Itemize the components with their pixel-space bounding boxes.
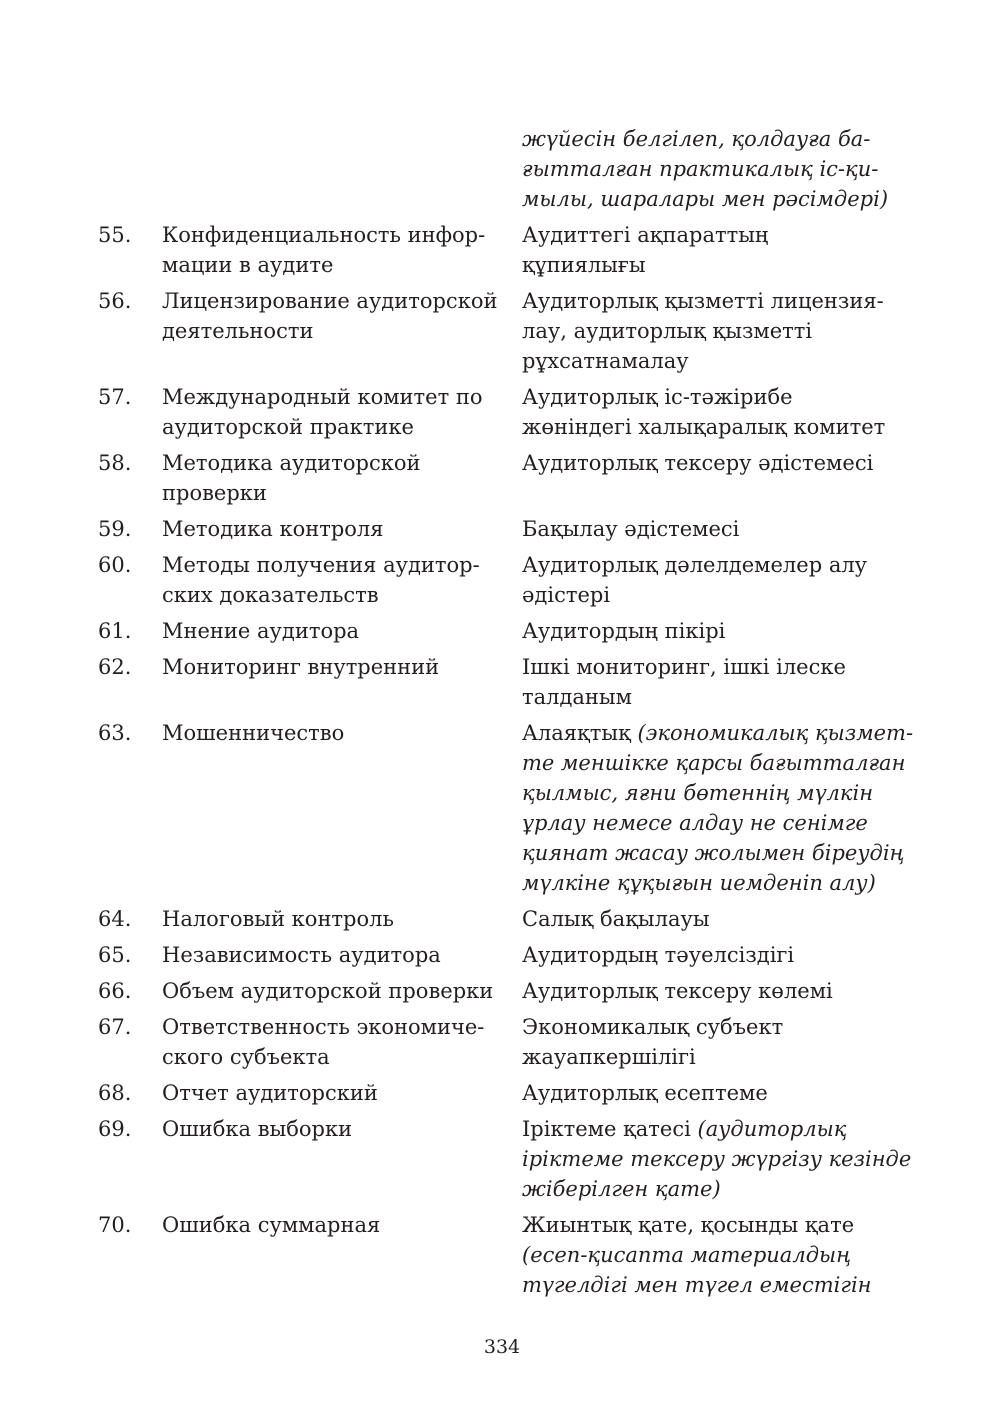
kazakh-line (522, 286, 907, 316)
russian-term (162, 904, 522, 934)
kazakh-term-text: Аудитордың тәуелсіздігі (522, 943, 795, 967)
kazakh-explanation-text: те меншікке қарсы бағытталған (522, 751, 906, 775)
kazakh-explanation-text: жіберілген қате) (522, 1177, 721, 1201)
kazakh-explanation-text: жүйесін белгілеп, қолдауға ба- (522, 127, 871, 151)
russian-term (162, 448, 522, 508)
russian-term (162, 1078, 522, 1108)
glossary-entry (98, 718, 928, 898)
kazakh-line (522, 154, 907, 184)
glossary-entry (98, 550, 928, 610)
entry-number: 66. (98, 979, 132, 1003)
entry-number: 61. (98, 619, 132, 643)
kazakh-term-text: жөніндегі халықаралық комитет (522, 415, 886, 439)
kazakh-explanation-text: іріктеме тексеру жүргізу кезінде (522, 1147, 912, 1171)
kazakh-translation (522, 1210, 907, 1300)
entry-number: 55. (98, 223, 132, 247)
kazakh-line (522, 838, 907, 868)
kazakh-translation (522, 904, 907, 934)
kazakh-translation (522, 382, 907, 442)
continuation-row (98, 124, 928, 214)
russian-line: Конфиденциальность инфор- (162, 223, 486, 247)
kazakh-explanation-text: ғытталған практикалық іс-қи- (522, 157, 879, 181)
russian-line: Мнение аудитора (162, 619, 360, 643)
glossary-entry (98, 904, 928, 934)
russian-line: Объем аудиторской проверки (162, 979, 494, 1003)
russian-term (162, 940, 522, 970)
russian-line: Отчет аудиторский (162, 1081, 378, 1105)
kazakh-translation (522, 1078, 907, 1108)
russian-term (162, 718, 522, 748)
kazakh-term-text: Экономикалық субъект (522, 1015, 784, 1039)
kazakh-line (522, 580, 907, 610)
russian-term (162, 652, 522, 682)
kazakh-term-text: Алаяқтық (522, 721, 638, 745)
russian-term (162, 286, 522, 346)
glossary-entry (98, 220, 928, 280)
kazakh-explanation-text: (экономикалық қызмет- (637, 721, 914, 745)
kazakh-explanation-text: мылы, шаралары мен рәсімдері) (522, 187, 889, 211)
entry-number: 65. (98, 943, 132, 967)
russian-term (162, 220, 522, 280)
kazakh-line (522, 1174, 907, 1204)
kazakh-line (522, 124, 907, 154)
russian-term (162, 382, 522, 442)
kazakh-line (522, 382, 907, 412)
glossary-entry (98, 448, 928, 508)
kazakh-explanation-text: (аудиторлық (697, 1117, 847, 1141)
kazakh-translation (522, 718, 914, 898)
russian-line: Методика аудиторской (162, 451, 421, 475)
kazakh-line (522, 1114, 907, 1144)
kazakh-line (522, 1012, 907, 1042)
russian-line: Международный комитет по (162, 385, 483, 409)
kazakh-term-text: рұхсатнамалау (522, 349, 689, 373)
russian-line: Налоговый контроль (162, 907, 394, 931)
glossary-entry (98, 514, 928, 544)
russian-term (162, 550, 522, 610)
entry-number: 70. (98, 1213, 132, 1237)
kazakh-term-text: құпиялығы (522, 253, 646, 277)
kazakh-line (522, 220, 907, 250)
russian-term (162, 616, 522, 646)
kazakh-line (522, 652, 907, 682)
kazakh-explanation-text: қылмыс, яғни бөтеннің мүлкін (522, 781, 874, 805)
kazakh-explanation-text: түгелдігі мен түгел еместігін (522, 1273, 872, 1297)
glossary-entry (98, 286, 928, 376)
russian-line: мации в аудите (162, 253, 334, 277)
russian-line: ского субъекта (162, 1045, 330, 1069)
entry-number: 67. (98, 1015, 132, 1039)
russian-line: деятельности (162, 319, 314, 343)
entry-number: 57. (98, 385, 132, 409)
kazakh-term-text: Аудиторлық тексеру әдістемесі (522, 451, 874, 475)
kazakh-line (522, 940, 907, 970)
kazakh-term-text: талданым (522, 685, 632, 709)
kazakh-line (522, 868, 907, 898)
entry-number: 64. (98, 907, 132, 931)
kazakh-translation (522, 448, 907, 478)
kazakh-line (522, 616, 907, 646)
kazakh-line (522, 682, 907, 712)
kazakh-explanation-text: мүлкіне құқығын иемденіп алу) (522, 871, 876, 895)
russian-line: Лицензирование аудиторской (162, 289, 498, 313)
kazakh-line (522, 718, 914, 748)
kazakh-translation (522, 976, 907, 1006)
glossary-entry (98, 940, 928, 970)
kazakh-term-text: Аудиттегі ақпараттың (522, 223, 769, 247)
russian-line: Мошенничество (162, 721, 345, 745)
kazakh-line (522, 1144, 912, 1174)
kazakh-line (522, 1210, 907, 1240)
entry-number: 58. (98, 451, 132, 475)
russian-term (162, 976, 522, 1006)
kazakh-line (522, 316, 907, 346)
russian-line: аудиторской практике (162, 415, 414, 439)
russian-term (162, 1012, 522, 1072)
kazakh-term-text: жауапкершілігі (522, 1045, 696, 1069)
kazakh-line (522, 346, 907, 376)
russian-line: Ошибка выборки (162, 1117, 353, 1141)
russian-line: проверки (162, 481, 267, 505)
kazakh-line (522, 448, 907, 478)
glossary-entry (98, 976, 928, 1006)
glossary-table (98, 124, 928, 1306)
entries-list (98, 220, 928, 1300)
russian-line: ских доказательств (162, 583, 379, 607)
glossary-entry (98, 652, 928, 712)
russian-term (162, 514, 522, 544)
kazakh-translation (522, 550, 907, 610)
entry-number: 63. (98, 721, 132, 745)
kazakh-explanation-text: қиянат жасау жолымен біреудің (522, 841, 905, 865)
entry-number: 59. (98, 517, 132, 541)
russian-line: Методы получения аудитор- (162, 553, 480, 577)
kazakh-line (522, 550, 907, 580)
kazakh-line (522, 1240, 907, 1270)
kazakh-line (522, 748, 907, 778)
kazakh-term-text: Жиынтық қате, қосынды қате (522, 1213, 855, 1237)
kazakh-line (522, 1078, 907, 1108)
kazakh-line (522, 1042, 907, 1072)
kazakh-term-text: әдістері (522, 583, 611, 607)
kazakh-translation (522, 514, 907, 544)
entry-number: 56. (98, 289, 132, 313)
kazakh-line (522, 976, 907, 1006)
kazakh-translation (522, 220, 907, 280)
page-number: 334 (483, 1336, 521, 1358)
kazakh-term-text: Ішкі мониторинг, ішкі ілеске (522, 655, 846, 679)
kazakh-line (522, 412, 907, 442)
glossary-entry (98, 1078, 928, 1108)
entry-number: 62. (98, 655, 132, 679)
kazakh-translation (522, 940, 907, 970)
entry-number: 68. (98, 1081, 132, 1105)
glossary-entry (98, 382, 928, 442)
kazakh-translation (522, 616, 907, 646)
kazakh-translation (522, 1012, 907, 1072)
glossary-entry (98, 1210, 928, 1300)
russian-line: Методика контроля (162, 517, 384, 541)
kazakh-line (522, 778, 907, 808)
kazakh-term-text: Бақылау әдістемесі (522, 517, 740, 541)
kazakh-translation (522, 124, 907, 214)
entry-number: 69. (98, 1117, 132, 1141)
kazakh-term-text: Іріктеме қатесі (522, 1117, 698, 1141)
kazakh-line (522, 250, 907, 280)
kazakh-line (522, 904, 907, 934)
kazakh-explanation-text: ұрлау немесе алдау не сенімге (522, 811, 868, 835)
kazakh-line (522, 1270, 907, 1300)
kazakh-term-text: лау, аудиторлық қызметті (522, 319, 813, 343)
russian-line: Независимость аудитора (162, 943, 441, 967)
kazakh-term-text: Аудиторлық қызметті лицензия- (522, 289, 884, 313)
russian-line: Мониторинг внутренний (162, 655, 440, 679)
russian-term (162, 1210, 522, 1240)
russian-line: Ответственность экономиче- (162, 1015, 485, 1039)
glossary-entry (98, 1114, 928, 1204)
kazakh-translation (522, 1114, 912, 1204)
kazakh-explanation-text: (есеп-қисапта материалдың (522, 1243, 852, 1267)
kazakh-translation (522, 652, 907, 712)
kazakh-term-text: Салық бақылауы (522, 907, 710, 931)
kazakh-line (522, 184, 907, 214)
kazakh-term-text: Аудиторлық тексеру көлемі (522, 979, 833, 1003)
kazakh-line (522, 514, 907, 544)
kazakh-term-text: Аудиторлық іс-тәжірибе (522, 385, 793, 409)
russian-term (162, 1114, 522, 1144)
kazakh-line (522, 808, 907, 838)
kazakh-term-text: Аудиторлық есептеме (522, 1081, 768, 1105)
glossary-entry (98, 616, 928, 646)
russian-line: Ошибка суммарная (162, 1213, 381, 1237)
kazakh-term-text: Аудитордың пікірі (522, 619, 726, 643)
entry-number: 60. (98, 553, 132, 577)
kazakh-term-text: Аудиторлық дәлелдемелер алу (522, 553, 868, 577)
glossary-entry (98, 1012, 928, 1072)
kazakh-translation (522, 286, 907, 376)
